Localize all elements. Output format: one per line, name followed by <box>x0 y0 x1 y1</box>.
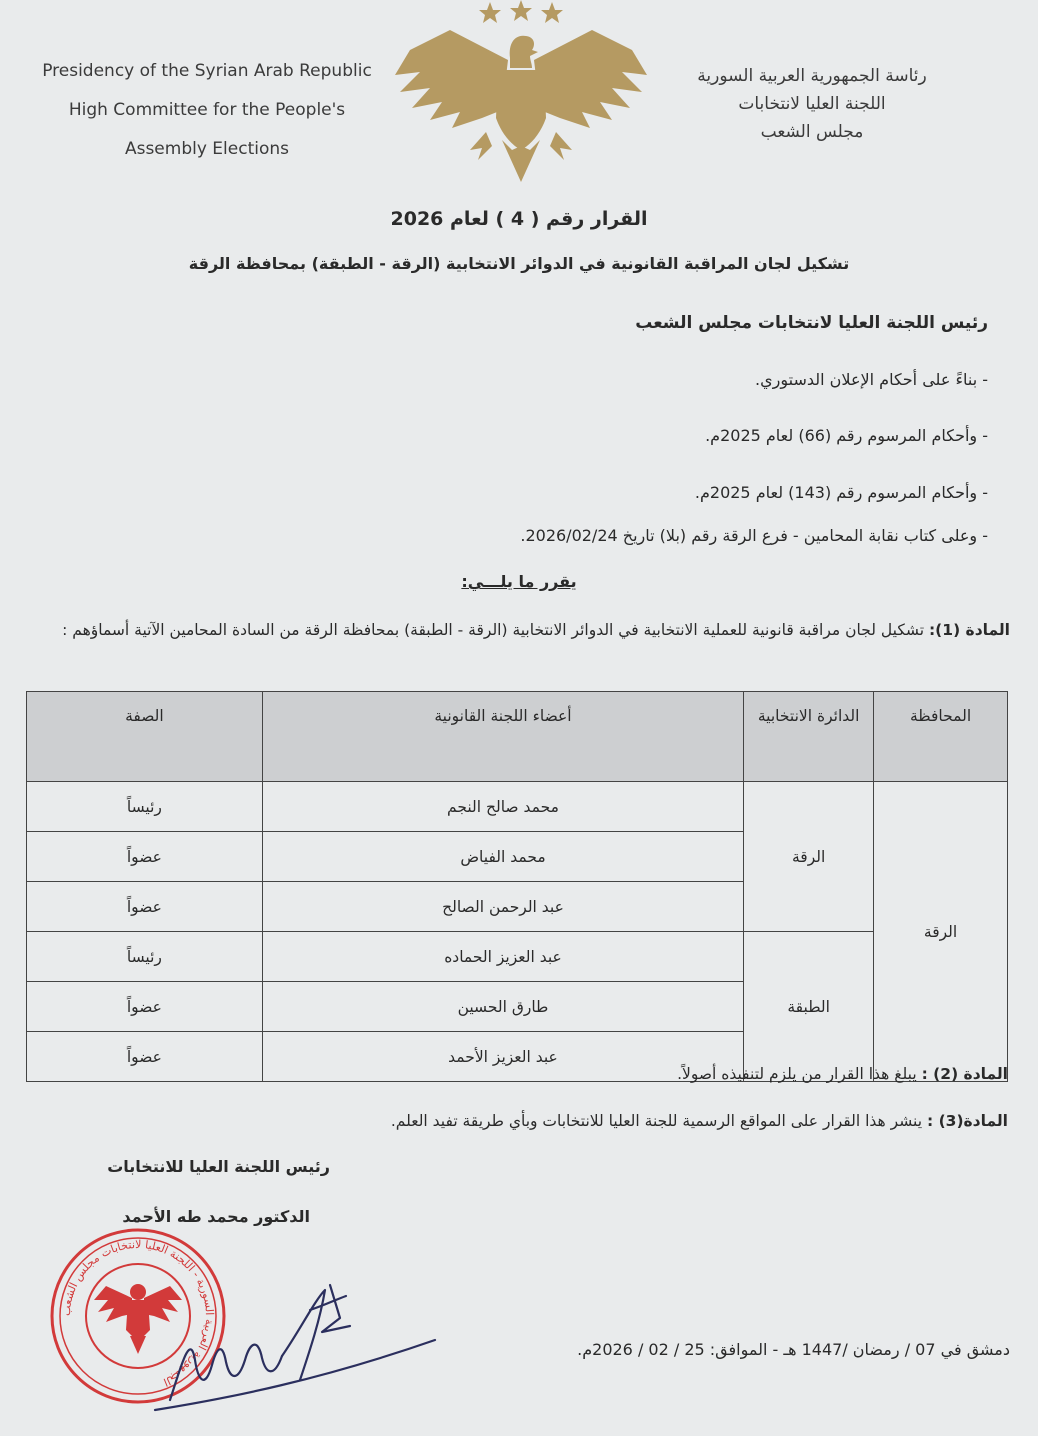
table-row <box>27 932 1008 982</box>
preamble-item: - وأحكام المرسوم رقم (66) لعام 2025م. <box>705 426 988 445</box>
decision-number: القرار رقم ( 4 ) لعام 2026 <box>390 208 648 230</box>
preamble-heading: رئيس اللجنة العليا لانتخابات مجلس الشعب <box>635 313 988 333</box>
article-3 <box>391 1112 1008 1130</box>
english-header-line-3: Assembly Elections <box>124 139 290 159</box>
english-header-line-2: High Committee for the People's <box>68 100 346 120</box>
preamble-item: - وأحكام المرسوم رقم (143) لعام 2025م. <box>694 483 988 502</box>
handwritten-signature-icon <box>150 1270 450 1420</box>
preamble-item: - بناءً على أحكام الإعلان الدستوري. <box>755 370 988 389</box>
members-table <box>26 691 1008 1082</box>
member-name: عبد العزيز الأحمد <box>262 1032 743 1082</box>
member-role: رئيساً <box>27 932 263 982</box>
article-3-text: ينشر هذا القرار على المواقع الرسمية للجنة العليا للانتخابات وبأي طريقة تفيد العلم. <box>390 1112 923 1130</box>
article-1 <box>24 614 1010 647</box>
member-role: عضواً <box>27 882 263 932</box>
eagle-emblem-icon <box>390 0 652 185</box>
signatory-name: الدكتور محمد طه الأحمد <box>122 1207 310 1226</box>
district-cell: الرقة <box>744 782 874 932</box>
header-members: أعضاء اللجنة القانونية <box>262 692 743 782</box>
table-header-row <box>27 692 1008 782</box>
english-header-line-1: Presidency of the Syrian Arab Republic <box>42 61 372 81</box>
decides-text: يقرر ما يلـــي: <box>461 572 577 591</box>
table-row <box>27 782 1008 832</box>
arabic-header-line-1: رئاسة الجمهورية العربية السورية <box>697 66 927 86</box>
governorate-cell: الرقة <box>874 782 1008 1082</box>
district-cell: الطبقة <box>744 932 874 1082</box>
arabic-header <box>652 62 972 146</box>
signatory-title: رئيس اللجنة العليا للانتخابات <box>107 1157 330 1176</box>
article-1-text: تشكيل لجان مراقبة قانونية للعملية الانتخابية في الدوائر الانتخابية (الرقة - الطبقة) بمحافظة الرقة من السادة المحامين الآتية أسماؤهم : <box>62 621 925 639</box>
article-3-label: المادة(3) : <box>926 1112 1008 1130</box>
member-role: رئيساً <box>27 782 263 832</box>
member-name: عبد الرحمن الصالح <box>262 882 743 932</box>
member-name: طارق الحسين <box>262 982 743 1032</box>
member-name: محمد الفياض <box>262 832 743 882</box>
arabic-header-line-2: اللجنة العليا لانتخابات <box>738 94 886 114</box>
member-role: عضواً <box>27 1032 263 1082</box>
member-name: محمد صالح النجم <box>262 782 743 832</box>
header-district: الدائرة الانتخابية <box>744 692 874 782</box>
article-2 <box>677 1065 1008 1083</box>
member-name: عبد العزيز الحماده <box>262 932 743 982</box>
header-governorate: المحافظة <box>874 692 1008 782</box>
member-role: عضواً <box>27 832 263 882</box>
article-2-text: يبلغ هذا القرار من يلزم لتنفيذه أصولاً. <box>677 1065 917 1083</box>
article-1-label: المادة (1): <box>928 621 1010 639</box>
decision-subject: تشكيل لجان المراقبة القانونية في الدوائر الانتخابية (الرقة - الطبقة) بمحافظة الرقة <box>188 254 850 273</box>
header-role: الصفة <box>27 692 263 782</box>
arabic-header-line-3: مجلس الشعب <box>760 122 864 142</box>
english-header <box>22 52 392 169</box>
decides-heading <box>0 572 1038 591</box>
member-role: عضواً <box>27 982 263 1032</box>
preamble-item: - وعلى كتاب نقابة المحامين - فرع الرقة رقم (بلا) تاريخ 2026/02/24. <box>520 526 988 545</box>
article-2-label: المادة (2) : <box>921 1065 1008 1083</box>
date-line: دمشق في 07 / رمضان /1447 هـ - الموافق: 25 / 02 / 2026م. <box>577 1340 1010 1359</box>
seal-ring-text: الجمهورية العربية السورية - اللجنة العليا لانتخابات مجلس الشعب <box>59 1237 217 1389</box>
